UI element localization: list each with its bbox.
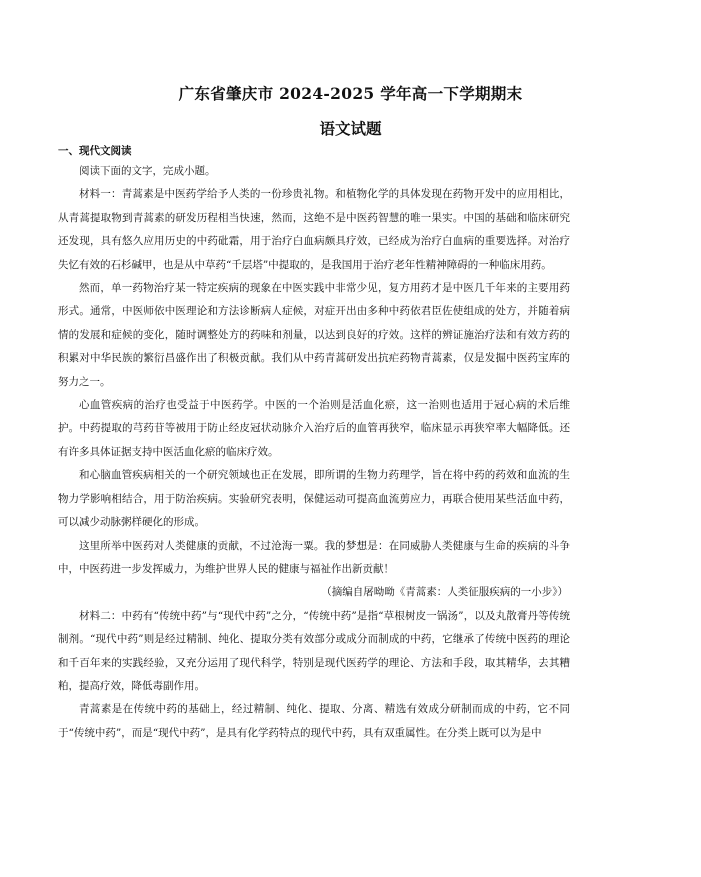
- section-heading: 一、现代文阅读: [58, 145, 132, 157]
- paragraph: 这里所举中医药对人类健康的贡献，不过沧海一粟。我的梦想是：在同威胁人类健康与生命的疾病的斗争中，中医药进一步发挥威力，为维护世界人民的健康与福祉作出新贡献！: [58, 539, 570, 575]
- paragraph: 材料一：青蒿素是中医药学给予人类的一份珍贵礼物。和植物化学的具体发现在药物开发中的应用相比，从青蒿提取物到青蒿素的研发历程相当快速，然而，这绝不是中医药智慧的唯一果实。中国的基础和临床研究还发现，具有悠久应用历史的中药砒霜，用于治疗白血病颇具疗效，已经成为治疗白血病的重要选择。对治疗失忆有效的石杉碱甲，也是从中草药“千层塔”中提取的，是我国用于治疗老年性精神障碍的一种临床用药。: [58, 188, 570, 271]
- source-citation: （摘编自屠呦呦《青蒿素：人类征服疾病的一小步》）: [321, 586, 568, 599]
- paragraph: 青蒿素是在传统中药的基础上，经过精制、纯化、提取、分离、精选有效成分研制而成的中药，它不同于“传统中药”，而是“现代中药”，是具有化学药特点的现代中药，具有双重属性。在分类上既可以为是中: [58, 703, 570, 739]
- paragraph: 然而，单一药物治疗某一特定疾病的现象在中医实践中非常少见，复方用药才是中医几千年来的主要用药形式。通常，中医师依中医理论和方法诊断病人症候，对症开出由多种中药依君臣佐使组成的处方，并随着病情的发展和症候的变化，随时调整处方的药味和剂量，以达到良好的疗效。这样的辨证施治疗法和有效方药的积累对中华民族的繁衍昌盛作出了积极贡献。我们从中药青蒿研发出抗疟药物青蒿素，仅是发掘中医药宝库的努力之一。: [58, 282, 570, 388]
- instruction-paragraph: 阅读下面的文字，完成小题。: [79, 165, 216, 177]
- paragraph: 心血管疾病的治疗也受益于中医药学。中医的一个治则是活血化瘀，这一治则也适用于冠心病的术后维护。中药提取的芎药苷等被用于防止经皮冠状动脉介入治疗后的血管再狭窄，临床显示再狭窄率大幅降低。还有许多具体证据支持中医活血化瘀的临床疗效。: [58, 399, 570, 458]
- paragraph: 材料二：中药有“传统中药”与“现代中药”之分，“传统中药”是指“草根树皮一锅汤”，以及丸散膏丹等传统制剂。“现代中药”则是经过精制、纯化、提取分类有效部分或成分而制成的中药，它继承了传统中医药的理论和千百年来的实践经验，又充分运用了现代科学，特别是现代医药学的理论、方法和手段，取其精华，去其糟粕，提高疗效，降低毒副作用。: [58, 609, 570, 692]
- paragraph: 和心脑血管疾病相关的一个研究领域也正在发展，即所谓的生物力药理学，旨在将中药的药效和血流的生物力学影响相结合，用于防治疾病。实验研究表明，保健运动可提高血流剪应力，再联合使用某些活血中药，可以减少动脉粥样硬化的形成。: [58, 469, 570, 529]
- document-body: [58, 160, 570, 745]
- exam-subtitle: 语文试题: [319, 119, 382, 138]
- exam-title: 广东省肇庆市 2024-2025 学年高一下学期期末: [178, 84, 523, 103]
